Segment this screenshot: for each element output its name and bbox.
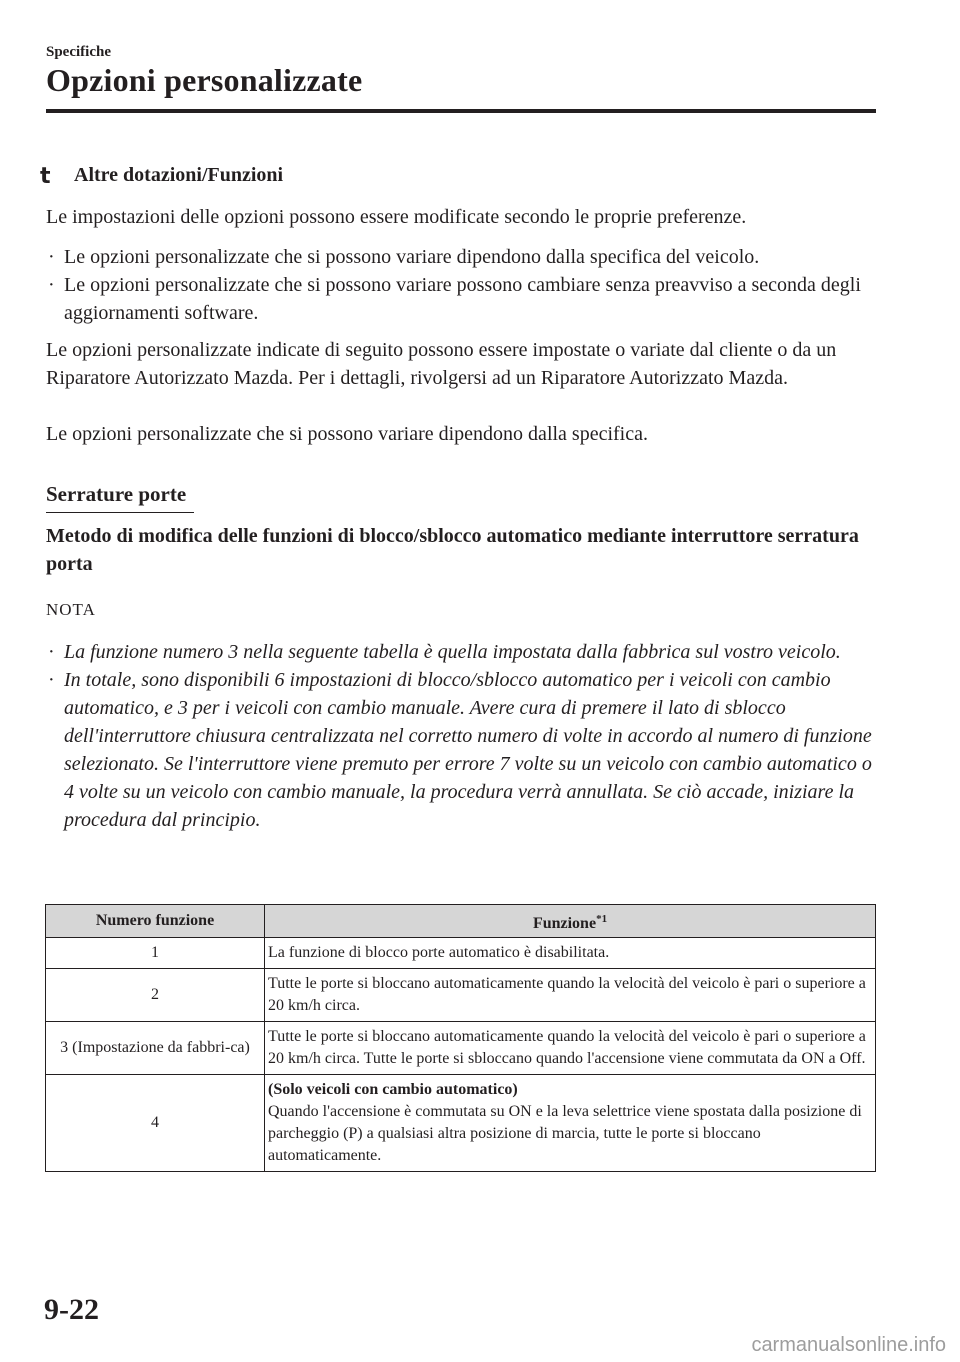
row-number: 3 (Impostazione da fabbri-ca) xyxy=(46,1022,265,1075)
row-number: 4 xyxy=(46,1075,265,1172)
note-label: NOTA xyxy=(46,600,96,619)
header-number: Numero funzione xyxy=(46,905,265,938)
intro-bullet-list xyxy=(46,243,884,327)
row-number: 1 xyxy=(46,938,265,969)
row-description: Tutte le porte si bloccano automaticamente quando la velocità del veicolo è pari o superiore a 20 km/h circa. xyxy=(265,969,876,1022)
page-title: Opzioni personalizzate xyxy=(46,62,363,98)
bullet-icon: · xyxy=(48,274,55,296)
dealer-paragraph: Le opzioni personalizzate indicate di seguito possono essere impostate o variate dal cliente o da un Riparatore Autorizzato Mazda. Per i dettagli, rivolgersi ad un Riparatore Autorizzato Mazda. xyxy=(46,339,837,389)
list-item xyxy=(46,271,884,327)
row-number: 2 xyxy=(46,969,265,1022)
row-qualifier: (Solo veicoli con cambio automatico) xyxy=(268,1081,518,1098)
bullet-text: Le opzioni personalizzate che si possono variare dipendono dalla specifica del veicolo. xyxy=(64,246,760,268)
table-row xyxy=(46,969,876,1022)
bullet-icon: · xyxy=(48,246,55,268)
table-row xyxy=(46,1022,876,1075)
row-description: La funzione di blocco porte automatico è disabilitata. xyxy=(265,938,876,969)
title-rule xyxy=(46,109,876,113)
footnote-marker: *1 xyxy=(596,912,608,925)
function-table xyxy=(45,904,876,1172)
intro-paragraph: Le impostazioni delle opzioni possono essere modificate secondo le proprie preferenze. xyxy=(46,206,747,228)
list-item xyxy=(46,666,876,834)
section-title: Altre dotazioni/Funzioni xyxy=(74,164,284,186)
page-number: 9-22 xyxy=(44,1293,99,1326)
bullet-icon: · xyxy=(48,669,55,691)
note-list xyxy=(46,638,876,834)
method-title: Metodo di modifica delle funzioni di blocco/sblocco automatico mediante interruttore serratura porta xyxy=(46,525,859,575)
table-header-row xyxy=(46,905,876,938)
table-row xyxy=(46,1075,876,1172)
spec-paragraph: Le opzioni personalizzate che si possono variare dipendono dalla specifica. xyxy=(46,423,648,445)
note-text: La funzione numero 3 nella seguente tabella è quella impostata dalla fabbrica sul vostro veicolo. xyxy=(64,641,841,663)
note-text: In totale, sono disponibili 6 impostazioni di blocco/sblocco automatico per i veicoli con cambio automatico, e 3 per i veicoli con cambio manuale. Avere cura di premere il lato di sblocco dell'interruttore chiusura centralizzata nel corretto numero di volte in accordo al numero di funzione selezionato. Se l'interruttore viene premuto per errore 7 volte su un veicolo con cambio automatico o 4 volte su un veicolo con cambio manuale, la procedura verrà annullata. Se ciò accade, iniziare la procedura dal principio. xyxy=(64,669,872,831)
list-item xyxy=(46,638,876,666)
row-description-text: Quando l'accensione è commutata su ON e la leva selettrice viene spostata dalla posizione di parcheggio (P) a qualsiasi altra posizione di marcia, tutte le porte si bloccano automaticamente. xyxy=(268,1103,862,1164)
row-description: Tutte le porte si bloccano automaticamente quando la velocità del veicolo è pari o superiore a 20 km/h circa. Tutte le porte si sbloccano quando l'accensione viene commutata da ON a Off. xyxy=(265,1022,876,1075)
bullet-icon: · xyxy=(48,641,55,663)
section-marker-icon: t xyxy=(40,164,51,189)
door-locks-heading: Serrature porte xyxy=(46,482,187,506)
watermark: carmanualsonline.info xyxy=(751,1334,946,1356)
bullet-text: Le opzioni personalizzate che si possono variare possono cambiare senza preavviso a seconda degli aggiornamenti software. xyxy=(64,274,861,324)
table-row xyxy=(46,938,876,969)
header-function-label: Funzione xyxy=(532,914,597,932)
list-item xyxy=(46,243,884,271)
row-description xyxy=(265,1075,876,1172)
header-function xyxy=(265,905,876,938)
heading-underline xyxy=(46,512,194,513)
chapter-label: Specifiche xyxy=(46,44,111,60)
